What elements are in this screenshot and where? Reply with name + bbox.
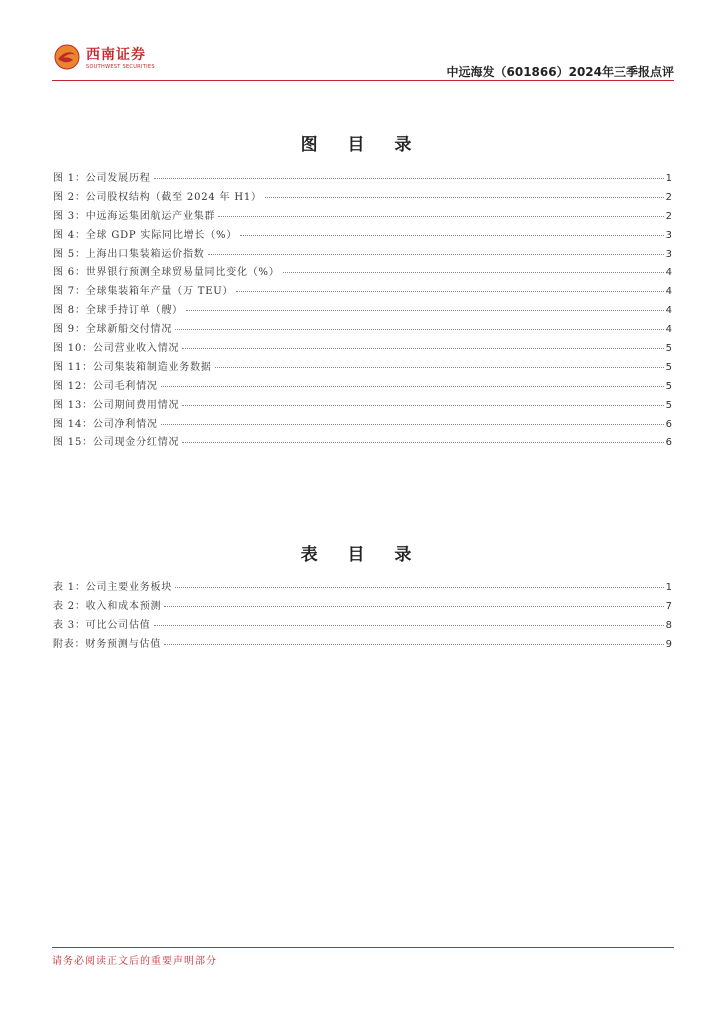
- toc-entry-label: 表 2：收入和成本预测: [53, 600, 162, 612]
- toc-page-number: 5: [665, 343, 672, 355]
- figure-toc-entry[interactable]: [53, 358, 672, 377]
- toc-dot-leader: [182, 442, 663, 443]
- toc-page-number: 2: [665, 210, 672, 222]
- toc-entry-label: 图 7：全球集装箱年产量（万 TEU）: [53, 286, 234, 298]
- figure-toc-entry[interactable]: [53, 245, 672, 264]
- table-toc-entry[interactable]: [53, 597, 672, 616]
- toc-page-number: 2: [665, 191, 672, 203]
- footer-disclaimer: 请务必阅读正文后的重要声明部分: [52, 956, 217, 967]
- toc-dot-leader: [218, 216, 663, 217]
- toc-entry-label: 图 11：公司集装箱制造业务数据: [53, 361, 212, 373]
- table-toc-entry[interactable]: [53, 616, 672, 635]
- figure-toc-entry[interactable]: [53, 207, 672, 226]
- toc-entry-label: 图 5：上海出口集装箱运价指数: [53, 248, 205, 260]
- table-toc-entry[interactable]: [53, 578, 672, 597]
- logo-english-name: SOUTHWEST SECURITIES: [86, 64, 155, 70]
- toc-entry-label: 图 1：公司发展历程: [53, 173, 151, 184]
- figure-toc-entry[interactable]: [53, 263, 672, 282]
- toc-page-number: 3: [665, 229, 672, 241]
- toc-page-number: 8: [665, 619, 672, 631]
- toc-entry-label: 图 6：世界银行预测全球贸易量同比变化（%）: [53, 267, 280, 279]
- toc-page-number: 6: [665, 437, 672, 449]
- figures-toc-title: 图 目 录: [300, 135, 424, 155]
- toc-entry-label: 附表：财务预测与估值: [53, 638, 161, 650]
- toc-page-number: 4: [665, 286, 672, 298]
- toc-entry-label: 图 13：公司期间费用情况: [53, 399, 180, 411]
- figures-toc-list: [53, 169, 672, 452]
- toc-page-number: 4: [665, 267, 672, 279]
- toc-dot-leader: [215, 367, 664, 368]
- footer-divider: [52, 947, 674, 948]
- figure-toc-entry[interactable]: [53, 396, 672, 415]
- figure-toc-entry[interactable]: [53, 282, 672, 301]
- toc-page-number: 1: [665, 173, 672, 184]
- figure-toc-entry[interactable]: [53, 415, 672, 434]
- figure-toc-entry[interactable]: [53, 433, 672, 452]
- figure-toc-entry[interactable]: [53, 169, 672, 188]
- toc-page-number: 6: [665, 418, 672, 430]
- toc-dot-leader: [186, 310, 664, 311]
- toc-entry-label: 图 14：公司净利情况: [53, 418, 158, 430]
- toc-dot-leader: [182, 405, 663, 406]
- figure-toc-entry[interactable]: [53, 377, 672, 396]
- toc-dot-leader: [208, 254, 664, 255]
- toc-page-number: 1: [665, 582, 672, 593]
- toc-page-number: 5: [665, 361, 672, 373]
- toc-entry-label: 图 3：中远海运集团航运产业集群: [53, 210, 216, 222]
- toc-page-number: 5: [665, 399, 672, 411]
- toc-dot-leader: [182, 348, 663, 349]
- toc-dot-leader: [175, 587, 663, 588]
- toc-entry-label: 图 2：公司股权结构（截至 2024 年 H1）: [53, 191, 262, 203]
- toc-entry-label: 表 1：公司主要业务板块: [53, 582, 173, 593]
- toc-dot-leader: [175, 329, 663, 330]
- figure-toc-entry[interactable]: [53, 188, 672, 207]
- toc-page-number: 4: [665, 324, 672, 336]
- tables-toc-list: [53, 578, 672, 654]
- company-logo: [52, 42, 172, 76]
- logo-emblem-icon: [54, 44, 80, 70]
- toc-dot-leader: [154, 178, 664, 179]
- toc-dot-leader: [265, 197, 664, 198]
- toc-dot-leader: [154, 625, 664, 626]
- toc-entry-label: 图 15：公司现金分红情况: [53, 437, 180, 449]
- header-divider: [52, 80, 674, 81]
- table-toc-entry[interactable]: [53, 635, 672, 654]
- report-title: 中远海发（601866）2024年三季报点评: [446, 65, 674, 79]
- figure-toc-entry[interactable]: [53, 226, 672, 245]
- toc-entry-label: 图 8：全球手持订单（艘）: [53, 305, 183, 317]
- figure-toc-entry[interactable]: [53, 301, 672, 320]
- toc-page-number: 4: [665, 305, 672, 317]
- toc-dot-leader: [240, 235, 663, 236]
- toc-dot-leader: [283, 272, 664, 273]
- toc-entry-label: 图 9：全球新船交付情况: [53, 324, 173, 336]
- toc-dot-leader: [236, 291, 663, 292]
- figure-toc-entry[interactable]: [53, 339, 672, 358]
- toc-dot-leader: [161, 424, 664, 425]
- tables-toc-title: 表 目 录: [300, 545, 424, 565]
- page-header: [52, 40, 674, 80]
- toc-dot-leader: [164, 644, 664, 645]
- toc-dot-leader: [164, 606, 663, 607]
- toc-entry-label: 表 3：可比公司估值: [53, 619, 151, 631]
- toc-entry-label: 图 10：公司营业收入情况: [53, 343, 180, 355]
- toc-page-number: 3: [665, 248, 672, 260]
- toc-entry-label: 图 12：公司毛利情况: [53, 380, 158, 392]
- figure-toc-entry[interactable]: [53, 320, 672, 339]
- toc-page-number: 7: [665, 600, 672, 612]
- toc-page-number: 5: [665, 380, 672, 392]
- toc-entry-label: 图 4：全球 GDP 实际同比增长（%）: [53, 229, 238, 241]
- toc-dot-leader: [161, 386, 664, 387]
- toc-page-number: 9: [665, 638, 672, 650]
- logo-chinese-name: 西南证券: [86, 47, 146, 63]
